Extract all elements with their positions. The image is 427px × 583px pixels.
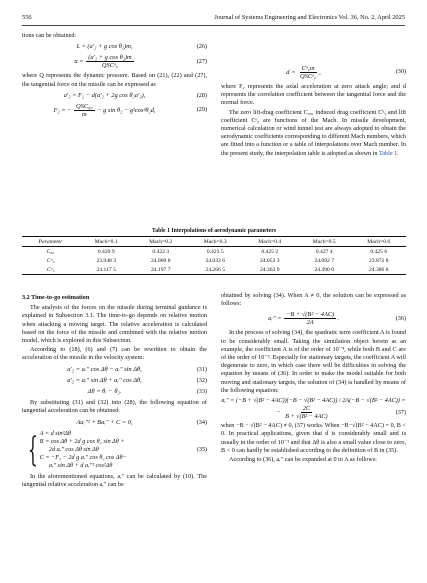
equation-35	[22, 430, 207, 470]
intro-text: tions can be obtained:	[22, 32, 77, 39]
column-header: Mach=0.2	[133, 237, 188, 247]
column-header: Mach=0.3	[188, 237, 243, 247]
section-heading: 3.2 Time-to-go estimation	[22, 294, 90, 301]
table-header-row	[22, 237, 406, 247]
equation-37: aᵣ″ = (−B + √(B² − 4AC))(−B − √(B² − 4AC)) / 2A(−B − √(B² − 4AC)) = − $\frac{2C}{\text{B + √(B² − 4AC)}}$ (37)	[221, 397, 406, 421]
right-column-top	[221, 62, 406, 159]
equation-number: (35)	[196, 445, 207, 453]
equation-number: (31)	[196, 365, 207, 373]
equation-29: F₂ = − $\frac{\text{QSC₀₀}}{m}$ − g sin θ₂ − g²cos²θ₂d, (29)	[53, 103, 207, 119]
table-caption: Table 1 Interpolations of aerodynamic parameters	[151, 228, 277, 234]
header-rule	[22, 25, 405, 26]
equation-number: (34)	[196, 418, 207, 426]
table-row: Cᵅᵧ 24.117 5 24.197 7 24.266 5 24.363 9 24.490 0 24.386 8	[22, 265, 406, 275]
parameters-table	[22, 236, 406, 275]
table-row: C₀₀ 0.420 9 0.422 3 0.423 5 0.425 2 0.427 4 0.425 6	[46, 248, 388, 255]
table-link[interactable]: Table 1	[378, 149, 398, 157]
page-number: 556	[22, 14, 32, 21]
column-header: Parameter	[22, 237, 79, 247]
paragraph: By substituting (31) and (32) into (28), the following equation of tangential acceleration can be obtained:	[22, 399, 207, 415]
equation-number: (27)	[196, 57, 207, 65]
paragraph: when −B − √(B² − 4AC) ≠ 0, (37) works. When −B−√(B² − 4AC) = 0, B < 0. In practical applications, given that d is considerably small and is usually in the order of 10⁻³ and that Δθ is also a small value close to zero, B < 0 can hardly be established according to the definition of B in (35).	[221, 422, 406, 454]
right-column-bottom	[221, 292, 406, 465]
equation-30: d = $\frac{\text{Cᵅᵧm}}{\text{QSCᵅᵧ}}$ , (30)	[286, 65, 406, 80]
paragraph: The zero lift-drag coefficient C₀₀, induced drag coefficient Cᵅᵧ and lift coefficient Cᵅᵧ are functions of the Mach. In missile development, numerical calculation or wind tunnel test are always adopted to obtain the aerodynamic coefficients corresponding to different Mach numbers, which are fitted into a function or a table of interpolations over Mach number. In the present study, the interpolation table is adopted as shown in Table 1.	[221, 108, 406, 157]
paragraph: In the aforementioned equations, aᵣ″ can be calculated by (10). The tangential relative acceleration aᵣ″ can be	[22, 472, 207, 489]
paragraph: According to (36), aᵣ″ can be expanded at 0 to A as follows:	[229, 456, 377, 464]
paragraph: where F₂ represents the axial acceleration at zero attack angle; and d represents the correlation coefficient between the tangential force and the normal force.	[221, 83, 406, 107]
column-header: Mach=0.5	[297, 237, 352, 247]
equation-36: aᵣ″ = $\frac{\text{−B + √(B² − 4AC)}}{2A}$ . (36)	[268, 311, 406, 327]
paragraph: According to (18), (6) and (7) can be rewritten to obtain the acceleration of the missile in the velocity system:	[22, 346, 207, 362]
table-1	[22, 228, 406, 275]
equation-number: (26)	[196, 43, 207, 51]
equation-31: a′₂ = aᵣ″ cos Δθ − aᵣ″ sin Δθ, (31)	[67, 365, 207, 373]
equation-number: (30)	[395, 68, 406, 76]
left-column-bottom	[22, 292, 207, 490]
equation-number: (32)	[196, 376, 207, 384]
paragraph: where Q represents the dynamic pressure. Based on (21), (22) and (27), the tangential force on the missile can be expressed as	[22, 72, 207, 88]
table-row: Cᵅᵧ 23.948 3 24.000 8 24.033 6 24.053 3 24.092 7 23.872 8	[46, 257, 389, 264]
equation-26: L = (a′₂ + g cos θ₂)m, (26)	[76, 43, 207, 51]
equation-27: α = $\frac{\text{(a′₂ + g cos θ₂)m}}{\text{QSCᵅᵧ}}$ (27)	[74, 54, 207, 70]
equation-number: (33)	[196, 388, 207, 396]
paragraph: In the process of solving (34), the quadratic term coefficient A is found to be considerably small. Taking the simulation object herein as an example, the coefficient A is of the order of 10⁻⁴, while both B and C are of the order of 10⁻³. Especially for stationary targets, the coefficient A will degenerate to zero, in which case there will be difficulties in solving the equation by means of (36). In order to make the model suitable for both moving and stationary targets, the solution of (34) is handled by means of the following equation:	[221, 329, 406, 394]
equation-number: (29)	[196, 106, 207, 114]
equation-system: A = d sin²Δθ B = cos Δθ + 2d g cos θ₂ sin Δθ + 2d aᵣ″ cos Δθ sin Δθ C = −F₂ − 2d g aᵣ″ cos θ₂ cos Δθ− aᵣ″ sin Δθ + d aᵣ″² cos²Δθ	[39, 429, 127, 469]
paragraph: The analysis of the forces on the missile during terminal guidance is explained in Subsection 3.1. The time-to-go depends on relative motion when attacking a moving target. The relative acceleration is calculated based on the force of the missile and combined with the relative motion model, which is explored in this Subsection.	[22, 304, 207, 345]
equation-28: a′₂ = F₂ − d(a′₂ + 2g cos θ₂a′₂), (28)	[63, 91, 207, 99]
column-header: Mach=0.4	[242, 237, 297, 247]
equation-32: a′₂ = aᵣ″ sin Δθ + aᵣ″ cos Δθ, (32)	[67, 376, 207, 384]
equation-number: (37)	[395, 408, 406, 416]
column-header: Mach=0.1	[79, 237, 134, 247]
left-column-top	[22, 32, 207, 121]
equation-33: Δθ = θᵣ − θ₂. (33)	[87, 388, 207, 396]
running-header: Journal of Systems Engineering and Electronics Vol. 36, No. 2, April 2025	[214, 14, 405, 21]
paragraph: obtained by solving (34). When A ≠ 0, the solution can be expressed as follows:	[221, 292, 406, 308]
column-header: Mach=0.6	[351, 237, 406, 247]
left-brace: {	[27, 429, 38, 470]
equation-34: Aaᵣ″² + Baᵣ″ + C = 0, (34)	[76, 418, 207, 426]
equation-number: (28)	[196, 91, 207, 99]
equation-number: (36)	[395, 314, 406, 322]
